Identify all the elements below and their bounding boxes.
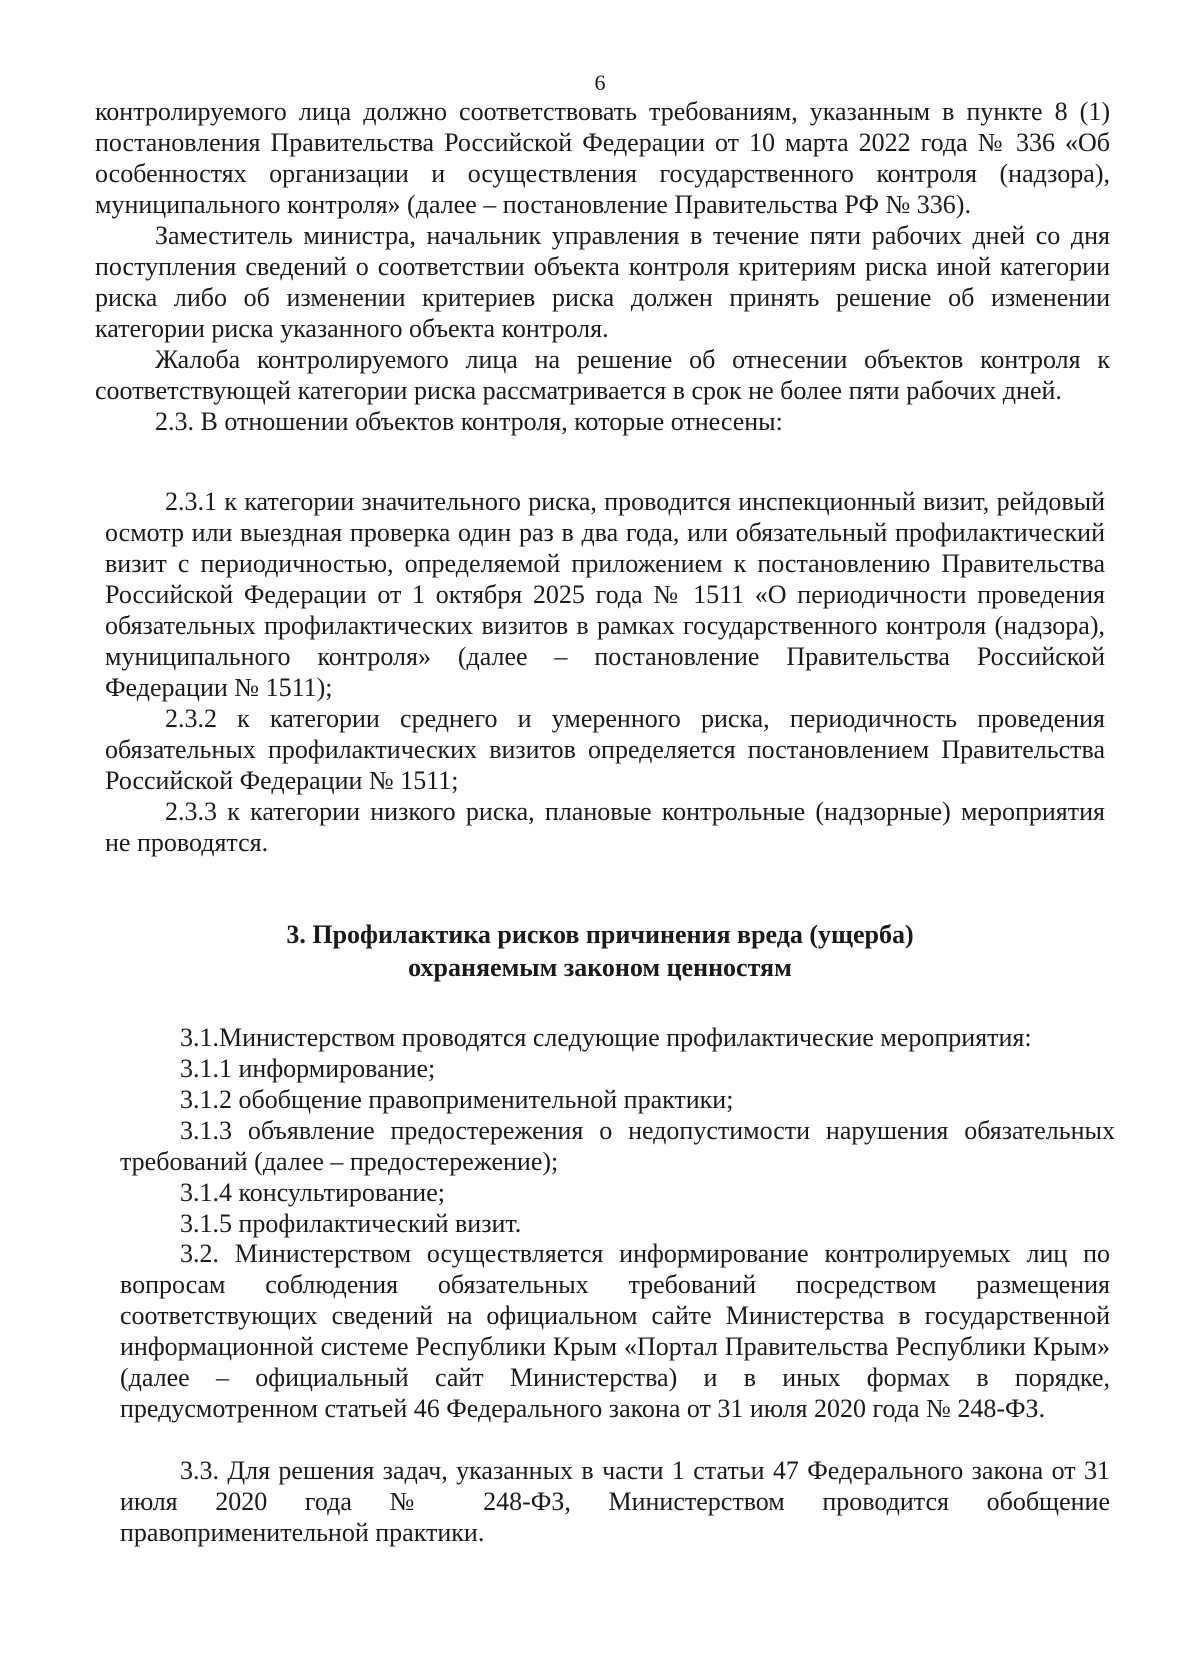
section-heading-3 bbox=[100, 918, 1100, 984]
list-item-3-1-1: 3.1.1 информирование; bbox=[180, 1054, 436, 1083]
paragraph-2-3: 2.3. В отношении объектов контроля, которые отнесены: bbox=[155, 407, 783, 436]
section-2-3-items bbox=[105, 486, 1105, 858]
paragraph-2-3-1: 2.3.1 к категории значительного риска, проводится инспекционный визит, рейдовый осмотр или выездная проверка один раз в два года, или обязательный профилактический визит с периодичностью, определяемой приложением к постановлению Правительства Российской Федерации от 1 октября 2025 года № 1511 «О периодичности проведения обязательных профилактических визитов в рамках государственного контроля (надзора), муниципального контроля» (далее – постановление Правительства Российской Федерации № 1511); bbox=[105, 487, 1105, 702]
page-number: 6 bbox=[594, 70, 606, 95]
list-item-3-1-5: 3.1.5 профилактический визит. bbox=[180, 1209, 522, 1238]
list-item-3-1-2: 3.1.2 обобщение правоприменительной практики; bbox=[180, 1085, 734, 1114]
paragraph-complaint: Жалоба контролируемого лица на решение об отнесении объектов контроля к соответствующей категории риска рассматривается в срок не более пяти рабочих дней. bbox=[95, 345, 1110, 405]
section-risk-categories bbox=[95, 96, 1110, 437]
section-3-2 bbox=[120, 1238, 1110, 1424]
list-item-3-1: 3.1.Министерством проводятся следующие профилактические мероприятия: bbox=[180, 1023, 1032, 1052]
section-3-3 bbox=[120, 1455, 1110, 1548]
section-3-1-list bbox=[120, 1022, 1115, 1239]
list-item-3-1-4: 3.1.4 консультирование; bbox=[180, 1178, 445, 1207]
paragraph-2-3-3: 2.3.3 к категории низкого риска, плановые контрольные (надзорные) мероприятия не проводятся. bbox=[105, 797, 1105, 857]
paragraph-2-3-2: 2.3.2 к категории среднего и умеренного риска, периодичность проведения обязательных профилактических визитов определяется постановлением Правительства Российской Федерации № 1511; bbox=[105, 704, 1105, 795]
paragraph-3-2: 3.2. Министерством осуществляется информирование контролируемых лиц по вопросам соблюдения обязательных требований посредством размещения соответствующих сведений на официальном сайте Министерства в государственной информационной системе Республики Крым «Портал Правительства Республики Крым» (далее – официальный сайт Министерства) и в иных формах в порядке, предусмотренном статьей 46 Федерального закона от 31 июля 2020 года № 248-ФЗ. bbox=[120, 1239, 1110, 1423]
paragraph-continuation: контролируемого лица должно соответствовать требованиям, указанным в пункте 8 (1) постановления Правительства Российской Федерации от 10 марта 2022 года № 336 «Об особенностях организации и осуществления государственного контроля (надзора), муниципального контроля» (далее – постановление Правительства РФ № 336). bbox=[95, 97, 1110, 219]
paragraph-3-3: 3.3. Для решения задач, указанных в части 1 статьи 47 Федерального закона от 31 июля 2020 года № 248-ФЗ, Министерством проводится обобщение правоприменительной практики. bbox=[120, 1456, 1110, 1547]
list-item-3-1-3: 3.1.3 объявление предостережения о недопустимости нарушения обязательных требований (далее – предостережение); bbox=[120, 1116, 1115, 1176]
heading-line-1: 3. Профилактика рисков причинения вреда (ущерба) bbox=[286, 920, 914, 949]
heading-line-2: охраняемым законом ценностям bbox=[408, 953, 792, 982]
paragraph-deputy-decision: Заместитель министра, начальник управления в течение пяти рабочих дней со дня поступления сведений о соответствии объекта контроля критериям риска иной категории риска либо об изменении критериев риска должен принять решение об изменении категории риска указанного объекта контроля. bbox=[95, 221, 1110, 343]
